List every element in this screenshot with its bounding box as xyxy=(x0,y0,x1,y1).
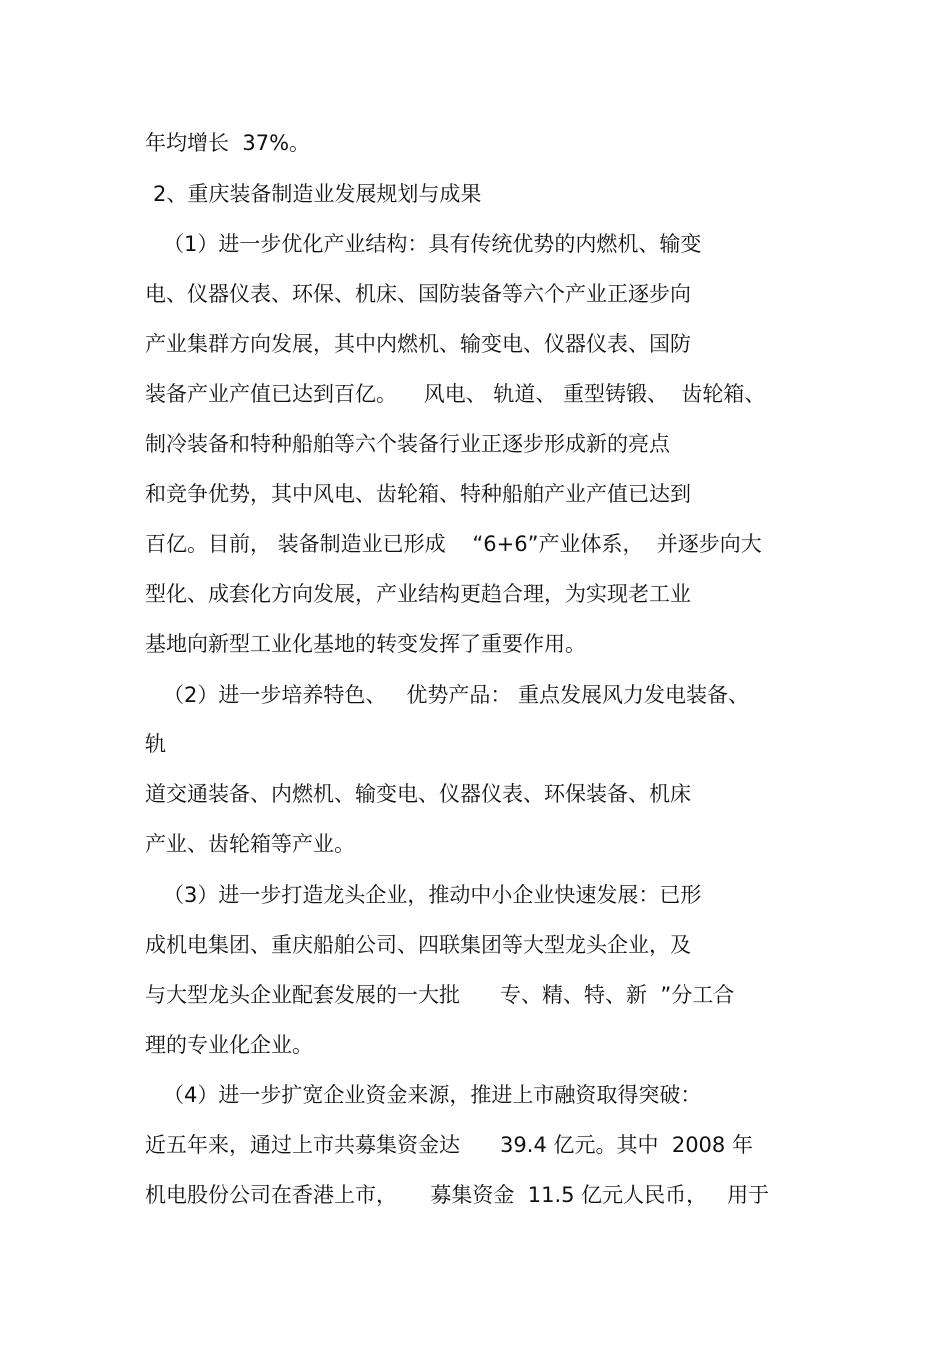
paragraph-line: （3）进一步打造龙头企业，推动中小企业快速发展：已形 xyxy=(163,883,702,907)
paragraph-line: 机电股份公司在香港上市， 募集资金 11.5 亿元人民币， 用于 xyxy=(145,1183,770,1207)
paragraph-line: 装备产业产值已达到百亿。 风电、 轨道、 重型铸锻、 齿轮箱、 xyxy=(145,382,766,406)
section-heading: 2、重庆装备制造业发展规划与成果 xyxy=(153,182,482,206)
paragraph-line: 产业、齿轮箱等产业。 xyxy=(145,832,355,856)
paragraph-line: 制冷装备和特种船舶等六个装备行业正逐步形成新的亮点 xyxy=(145,432,670,456)
paragraph-line: 理的专业化企业。 xyxy=(145,1033,313,1057)
paragraph-line: 电、仪器仪表、环保、机床、国防装备等六个产业正逐步向 xyxy=(145,282,691,306)
paragraph-line: 产业集群方向发展，其中内燃机、输变电、仪器仪表、国防 xyxy=(145,332,691,356)
paragraph-line: （2）进一步培养特色、 优势产品： 重点发展风力发电装备、 xyxy=(163,683,750,707)
paragraph-line: 基地向新型工业化基地的转变发挥了重要作用。 xyxy=(145,632,586,656)
paragraph-line: 道交通装备、内燃机、输变电、仪器仪表、环保装备、机床 xyxy=(145,782,691,806)
paragraph-line: 与大型龙头企业配套发展的一大批 专、精、特、新 ”分工合 xyxy=(145,983,735,1007)
text-line: 年均增长 37%。 xyxy=(145,131,311,155)
paragraph-line: 轨 xyxy=(145,732,166,756)
paragraph-line: 百亿。目前， 装备制造业已形成 “6+6”产业体系， 并逐步向大 xyxy=(145,532,762,556)
paragraph-line: 近五年来，通过上市共募集资金达 39.4 亿元。其中 2008 年 xyxy=(145,1133,753,1157)
paragraph-line: 和竞争优势，其中风电、齿轮箱、特种船舶产业产值已达到 xyxy=(145,482,691,506)
paragraph-line: 型化、成套化方向发展，产业结构更趋合理，为实现老工业 xyxy=(145,582,691,606)
paragraph-line: （4）进一步扩宽企业资金来源，推进上市融资取得突破： xyxy=(163,1083,702,1107)
paragraph-line: （1）进一步优化产业结构：具有传统优势的内燃机、输变 xyxy=(163,232,702,256)
paragraph-line: 成机电集团、重庆船舶公司、四联集团等大型龙头企业，及 xyxy=(145,933,691,957)
